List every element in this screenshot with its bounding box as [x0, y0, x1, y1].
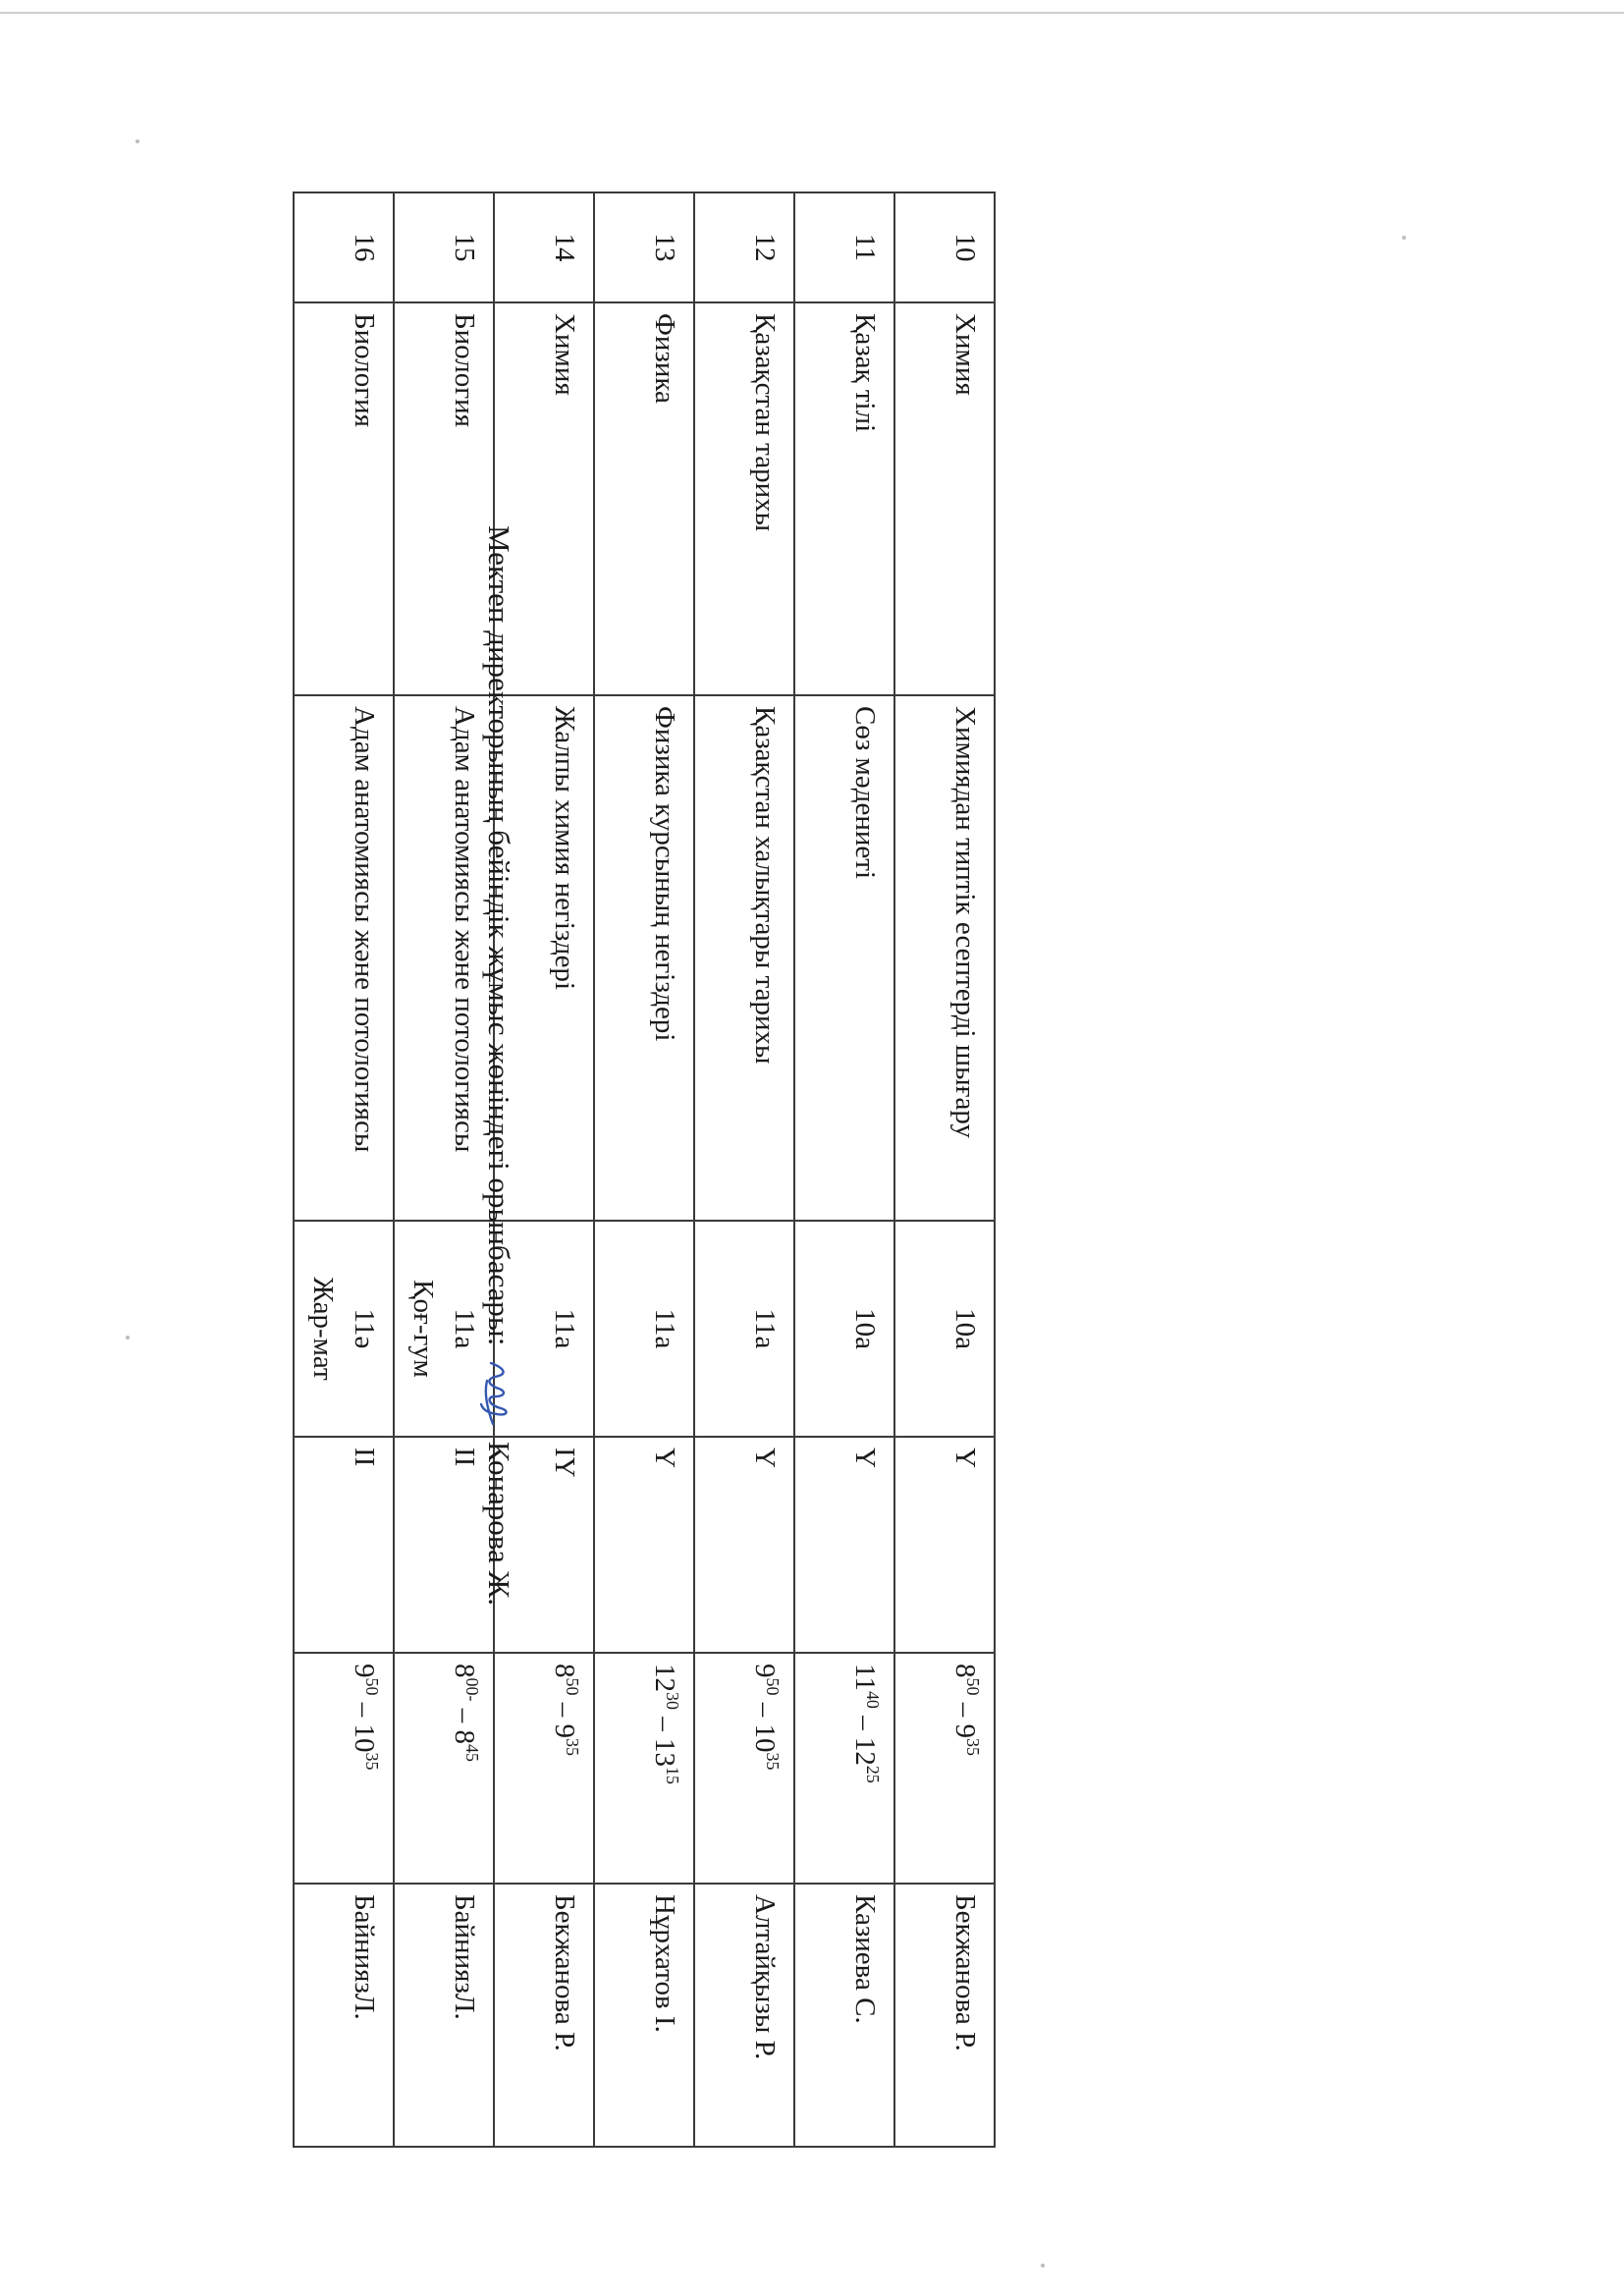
subject-cell: Биология — [294, 302, 394, 695]
subject-cell: Химия — [494, 302, 594, 695]
subject-cell: Биология — [394, 302, 494, 695]
day-cell: IY — [494, 1437, 594, 1653]
day-cell: Y — [894, 1437, 995, 1653]
footer-label: Мектеп директорының бейіндік жұмыс жөніндегі орынбасары: — [482, 525, 516, 1346]
subject-cell: Қазақ тілі — [794, 302, 894, 695]
row-number: 12 — [694, 192, 794, 302]
time-cell: $9^{50} - 10^{35}$ — [694, 1653, 794, 1884]
row-number: 10 — [894, 192, 995, 302]
day-cell: Y — [594, 1437, 694, 1653]
deputy-name: Конарова Ж. — [482, 1441, 516, 1607]
subject-cell: Қазақстан тарихы — [694, 302, 794, 695]
day-cell: II — [394, 1437, 494, 1653]
time-cell: $8^{00-} - 8^{45}$ — [394, 1653, 494, 1884]
row-number: 16 — [294, 192, 394, 302]
course-cell: Қазақстан халықтары тарихы — [694, 695, 794, 1221]
class-profile: Қоғ-гум — [406, 1280, 439, 1378]
class-cell: 11а — [494, 1221, 594, 1437]
class-cell: 11а Қоғ-гум — [394, 1221, 494, 1437]
handwritten-signature — [477, 1359, 516, 1428]
course-cell: Жалпы химия негіздері — [494, 695, 594, 1221]
course-cell: Адам анатомиясы және потологиясы — [394, 695, 494, 1221]
teacher-cell: БайниязЛ. — [394, 1884, 494, 2147]
row-number: 13 — [594, 192, 694, 302]
row-number: 11 — [794, 192, 894, 302]
class-cell: 11а — [594, 1221, 694, 1437]
day-cell: Y — [694, 1437, 794, 1653]
table-row — [694, 192, 794, 2147]
class-cell: 10а — [894, 1221, 995, 1437]
day-cell: Y — [794, 1437, 894, 1653]
teacher-cell: БайниязЛ. — [294, 1884, 394, 2147]
time-cell: $8^{50} - 9^{35}$ — [894, 1653, 995, 1884]
class-cell: 10а — [794, 1221, 894, 1437]
course-cell: Физика курсының негіздері — [594, 695, 694, 1221]
day-cell: II — [294, 1437, 394, 1653]
teacher-cell: Нұрхатов І. — [594, 1884, 694, 2147]
time-cell: $8^{50} - 9^{35}$ — [494, 1653, 594, 1884]
class-cell: 11ә Жар-мат — [294, 1221, 394, 1437]
schedule-rows — [294, 192, 995, 2147]
class-profile: Жар-мат — [306, 1277, 339, 1381]
schedule-table — [293, 191, 996, 2148]
row-number: 14 — [494, 192, 594, 302]
table-row — [794, 192, 894, 2147]
table-row — [894, 192, 995, 2147]
subject-cell: Химия — [894, 302, 995, 695]
course-cell: Адам анатомиясы және потологиясы — [294, 695, 394, 1221]
time-cell: $11^{40} - 12^{25}$ — [794, 1653, 894, 1884]
time-cell: $12^{30} - 13^{15}$ — [594, 1653, 694, 1884]
table-row — [594, 192, 694, 2147]
table-row — [294, 192, 394, 2147]
teacher-cell: Бекжанова Р. — [494, 1884, 594, 2147]
teacher-cell: Казиева С. — [794, 1884, 894, 2147]
class-cell: 11а — [694, 1221, 794, 1437]
teacher-cell: Бекжанова Р. — [894, 1884, 995, 2147]
signature-line — [477, 525, 516, 1802]
course-cell: Химиядан типтік есептерді шығару — [894, 695, 995, 1221]
course-cell: Сөз мәдениеті — [794, 695, 894, 1221]
teacher-cell: Алтайқызы Р. — [694, 1884, 794, 2147]
row-number: 15 — [394, 192, 494, 302]
subject-cell: Физика — [594, 302, 694, 695]
time-cell: $9^{50} - 10^{35}$ — [294, 1653, 394, 1884]
